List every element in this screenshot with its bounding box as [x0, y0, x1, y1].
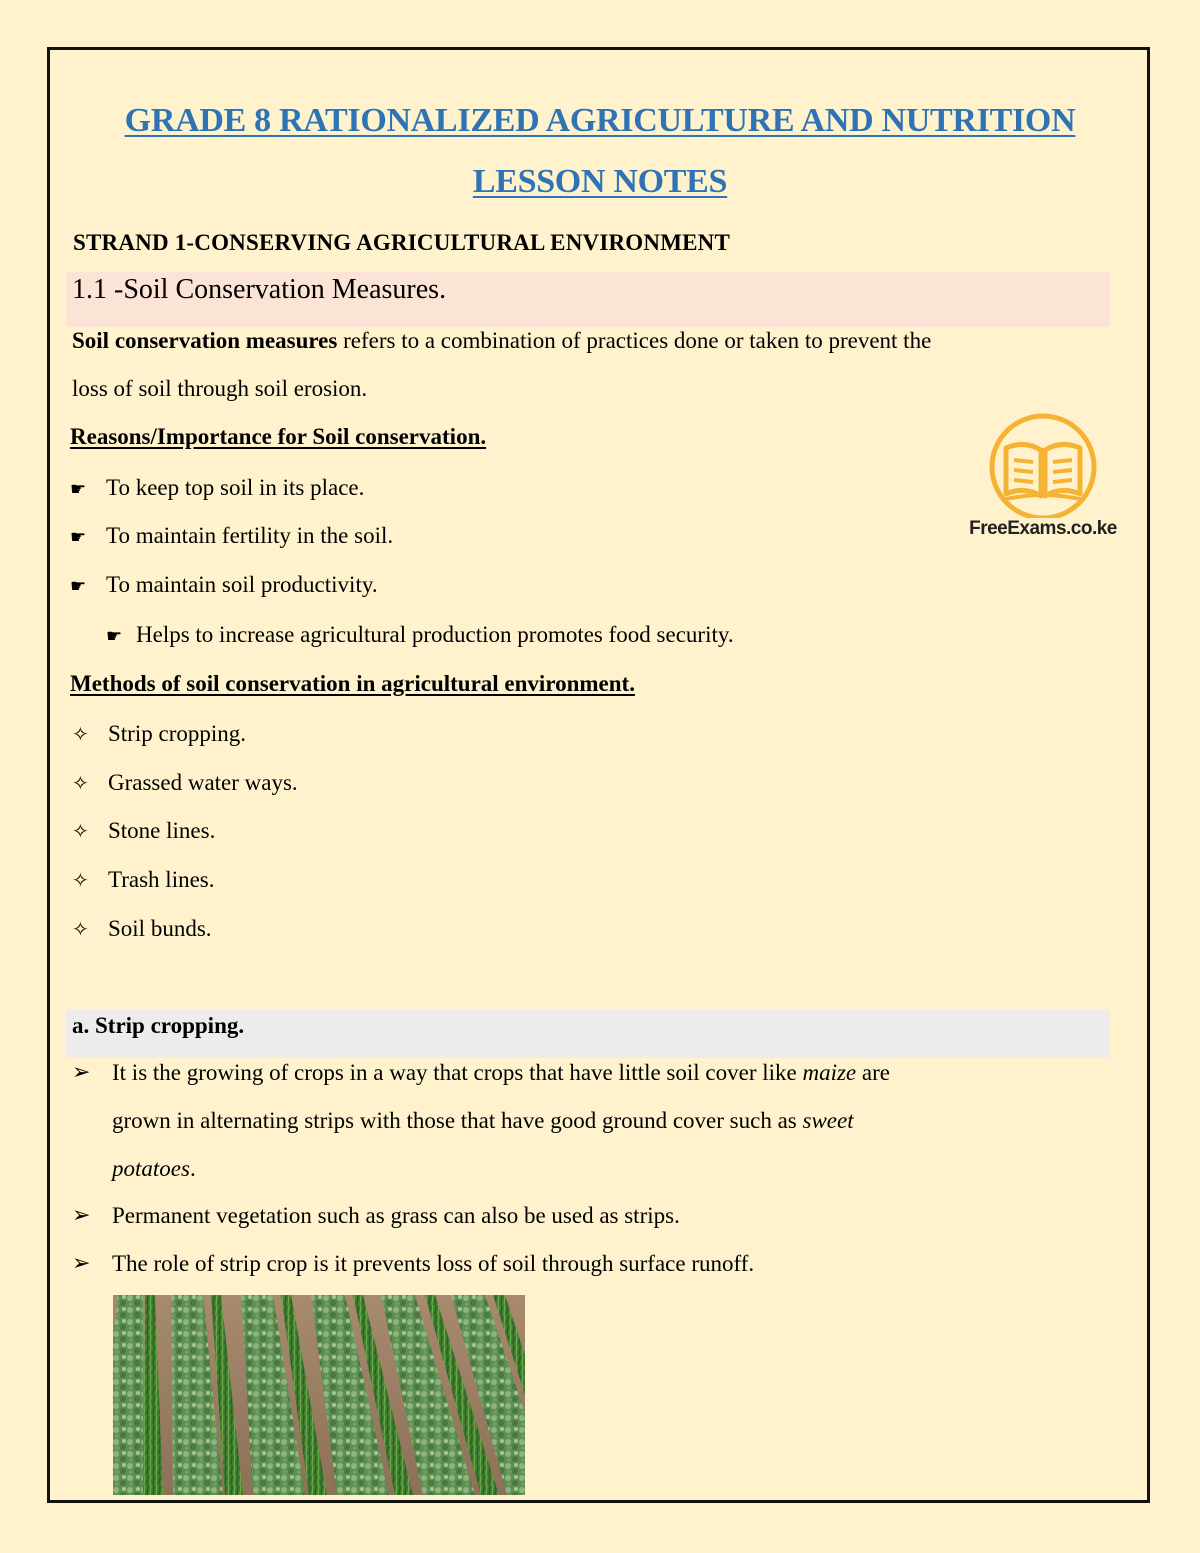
section-heading: 1.1 -Soil Conservation Measures. — [72, 274, 447, 305]
freeexams-logo — [968, 412, 1118, 552]
text-run: are — [856, 1060, 890, 1085]
arrowhead-icon: ➢ — [72, 1203, 91, 1228]
text-run: grown in alternating strips with those that have good ground cover such as — [112, 1108, 803, 1133]
arrowhead-icon: ➢ — [72, 1251, 91, 1276]
method-item-text: Stone lines. — [108, 818, 216, 843]
method-item-text: Soil bunds. — [108, 916, 212, 941]
pointing-hand-icon: ☛ — [70, 527, 87, 548]
pointing-hand-icon: ☛ — [70, 479, 87, 500]
strip-cropping-heading: a. Strip cropping. — [72, 1013, 245, 1038]
reason-item-text: To keep top soil in its place. — [106, 475, 365, 500]
page-border-frame — [47, 47, 1150, 1503]
method-item — [72, 721, 246, 747]
four-point-star-icon: ✧ — [72, 919, 89, 941]
four-point-star-icon: ✧ — [72, 773, 89, 795]
method-item — [72, 818, 215, 844]
strip-point-1-line-1 — [112, 1060, 890, 1086]
strip-point-1-line-2 — [112, 1108, 854, 1134]
strip-point-3: The role of strip crop is it prevents loss of soil through surface runoff. — [112, 1251, 755, 1276]
open-book-icon — [968, 412, 1118, 518]
italic-term: sweet — [802, 1108, 854, 1133]
four-point-star-icon: ✧ — [72, 724, 89, 746]
method-item — [72, 770, 298, 796]
definition-text: refers to a combination of practices done or taken to prevent the — [337, 328, 932, 353]
reason-item-text: To maintain soil productivity. — [106, 572, 378, 597]
italic-term: potatoes — [112, 1156, 190, 1181]
method-item — [72, 867, 215, 893]
method-item — [72, 916, 212, 942]
method-item-text: Strip cropping. — [108, 721, 246, 746]
pointing-hand-icon: ☛ — [106, 626, 123, 647]
definition-line-2: loss of soil through soil erosion. — [72, 376, 368, 401]
text-run: It is the growing of crops in a way that crops that have little soil cover like — [112, 1060, 803, 1085]
strand-heading: STRAND 1-CONSERVING AGRICULTURAL ENVIRONMENT — [73, 230, 730, 255]
method-item-text: Trash lines. — [108, 867, 215, 892]
strip-cropping-photo — [113, 1295, 525, 1495]
reason-sub-item — [106, 622, 734, 648]
strip-point-2: Permanent vegetation such as grass can also be used as strips. — [112, 1203, 680, 1228]
methods-heading: Methods of soil conservation in agricultural environment. — [70, 671, 635, 696]
title-line-1: GRADE 8 RATIONALIZED AGRICULTURE AND NUTRITION — [124, 102, 1076, 139]
four-point-star-icon: ✧ — [72, 821, 89, 843]
logo-text: FreeExams.co.ke — [969, 518, 1117, 539]
pointing-hand-icon: ☛ — [70, 576, 87, 597]
arrowhead-icon: ➢ — [72, 1060, 91, 1085]
reason-sub-item-text: Helps to increase agricultural production promotes food security. — [136, 622, 734, 647]
strip-point-1-line-3 — [112, 1156, 196, 1182]
reason-item — [70, 475, 364, 501]
definition-term: Soil conservation measures — [72, 328, 338, 353]
reason-item-text: To maintain fertility in the soil. — [106, 523, 394, 548]
italic-term: maize — [802, 1060, 857, 1085]
definition-line-1 — [72, 328, 931, 354]
method-item-text: Grassed water ways. — [108, 770, 298, 795]
reasons-heading: Reasons/Importance for Soil conservation. — [70, 424, 487, 449]
four-point-star-icon: ✧ — [72, 870, 89, 892]
title-line-2: LESSON NOTES — [472, 163, 728, 200]
reason-item — [70, 572, 378, 598]
reason-item — [70, 523, 393, 549]
text-run: . — [189, 1156, 196, 1181]
